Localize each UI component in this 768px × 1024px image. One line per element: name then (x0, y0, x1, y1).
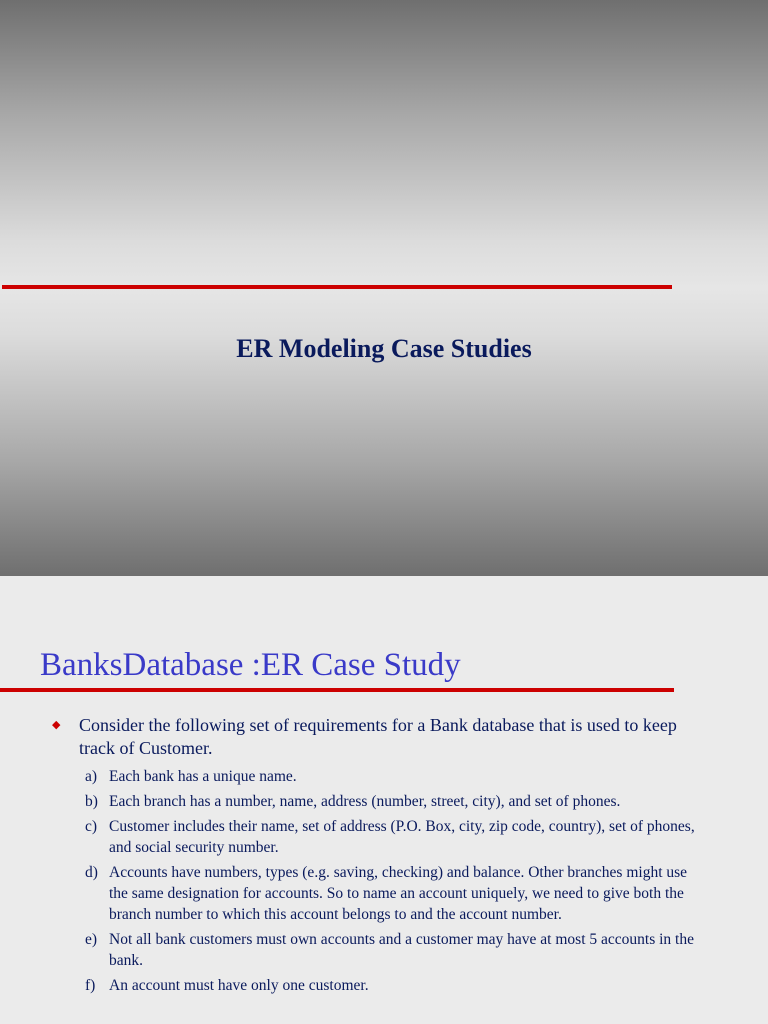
diamond-bullet-icon: ◆ (52, 718, 61, 731)
title-slide-divider (2, 285, 672, 289)
list-item-text: An account must have only one customer. (109, 977, 369, 994)
slide-heading: BanksDatabase :ER Case Study (40, 647, 461, 683)
list-marker: d) (85, 864, 98, 881)
list-item-text: Each branch has a number, name, address (number, street, city), and set of phones. (109, 793, 621, 810)
list-marker: f) (85, 977, 96, 994)
list-item-text: Customer includes their name, set of address (P.O. Box, city, zip code, country), set of phones, and social security number. (109, 818, 695, 856)
list-item (85, 975, 695, 996)
list-item-text: Not all bank customers must own accounts and a customer may have at most 5 accounts in the bank. (109, 931, 694, 969)
requirements-list (85, 766, 695, 1000)
list-item-text: Each bank has a unique name. (109, 768, 297, 785)
list-item (85, 862, 695, 925)
heading-divider (0, 688, 674, 692)
list-item (85, 929, 695, 971)
list-marker: c) (85, 818, 98, 835)
list-item (85, 766, 695, 787)
list-item-text: Accounts have numbers, types (e.g. saving, checking) and balance. Other branches might use the same designation for accounts. So to name an account uniquely, we need to give both the branch number to which this account belongs to and the account number. (109, 864, 688, 923)
list-marker: e) (85, 931, 98, 948)
slide-title: ER Modeling Case Studies (236, 334, 532, 363)
list-item (85, 791, 695, 812)
list-marker: a) (85, 768, 98, 785)
list-marker: b) (85, 793, 98, 810)
intro-paragraph: Consider the following set of requirements for a Bank database that is used to keep track of Customer. (79, 715, 677, 758)
content-slide (0, 576, 768, 1024)
list-item (85, 816, 695, 858)
